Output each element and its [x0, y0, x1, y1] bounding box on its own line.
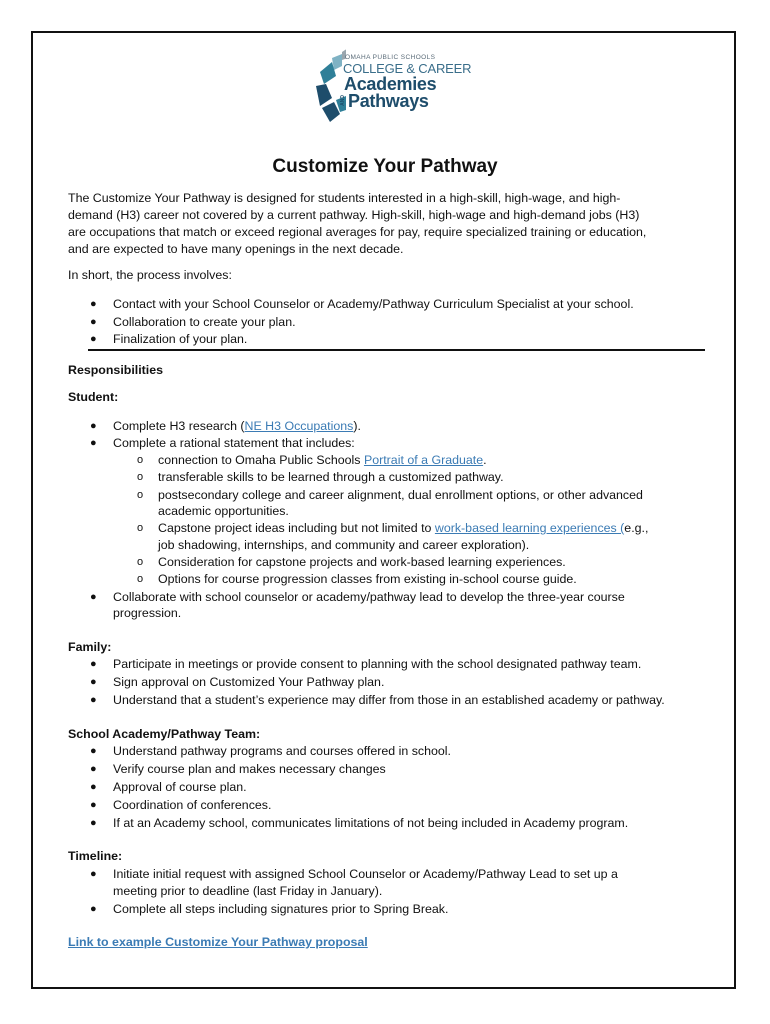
portrait-of-graduate-link[interactable]: Portrait of a Graduate	[363, 453, 484, 467]
sub-bullet-icon: o	[137, 489, 144, 501]
bullet-icon: ●	[90, 868, 97, 880]
team-item: Verify course plan and makes necessary changes	[113, 762, 386, 776]
bullet-icon: ●	[90, 745, 97, 757]
bullet-icon: ●	[90, 676, 97, 688]
ne-h3-occupations-link[interactable]: NE H3 Occupations	[244, 419, 354, 433]
team-item: If at an Academy school, communicates limitations of not being included in Academy program.	[113, 816, 629, 830]
bullet-icon: ●	[90, 420, 97, 432]
logo-line3: Academies	[344, 74, 437, 94]
responsibilities-heading: Responsibilities	[68, 363, 164, 377]
bullet-icon: ●	[90, 591, 97, 603]
school-logo	[312, 44, 472, 122]
student-item-collaborate-cont: progression.	[113, 606, 182, 620]
student-sub-item: connection to Omaha Public Schools Portrait of a Graduate.	[158, 453, 487, 467]
bullet-icon: ●	[90, 658, 97, 670]
logo-line4: Pathways	[348, 91, 429, 111]
sub-bullet-icon: o	[137, 573, 144, 585]
student-item-statement: Complete a rational statement that includes:	[113, 436, 355, 450]
timeline-item: Complete all steps including signatures prior to Spring Break.	[113, 902, 449, 916]
sub-bullet-icon: o	[137, 471, 144, 483]
student-item-research: Complete H3 research (NE H3 Occupations).	[113, 419, 361, 433]
bullet-icon: ●	[90, 316, 97, 328]
sub-bullet-icon: o	[137, 454, 144, 466]
student-sub-item: postsecondary college and career alignment, dual enrollment options, or other advanced	[158, 488, 643, 502]
sub-bullet-icon: o	[137, 556, 144, 568]
example-proposal-link[interactable]: Link to example Customize Your Pathway proposal	[68, 935, 368, 949]
team-item: Understand pathway programs and courses offered in school.	[113, 744, 451, 758]
team-item: Coordination of conferences.	[113, 798, 272, 812]
timeline-item-cont: meeting prior to deadline (last Friday in January).	[113, 884, 383, 898]
intro-line-2: demand (H3) career not covered by a current pathway. High-skill, high-wage and high-demand jobs (H3)	[68, 208, 640, 222]
intro-line-4: and are expected to have many openings in the next decade.	[68, 242, 404, 256]
bullet-icon: ●	[90, 817, 97, 829]
timeline-heading: Timeline:	[68, 849, 123, 863]
team-item: Approval of course plan.	[113, 780, 247, 794]
bullet-icon: ●	[90, 694, 97, 706]
process-item: Contact with your School Counselor or Academy/Pathway Curriculum Specialist at your school.	[113, 297, 634, 311]
bullet-icon: ●	[90, 799, 97, 811]
logo-and: AND	[340, 95, 346, 106]
family-item: Sign approval on Customized Your Pathway plan.	[113, 675, 385, 689]
sub-bullet-icon: o	[137, 522, 144, 534]
logo-fan-icon	[312, 44, 346, 122]
student-sub-item: Consideration for capstone projects and work-based learning experiences.	[158, 555, 566, 569]
process-item: Finalization of your plan.	[113, 332, 248, 346]
logo-line1: OMAHA PUBLIC SCHOOLS	[345, 54, 436, 61]
student-sub-item: Options for course progression classes from existing in-school course guide.	[158, 572, 577, 586]
family-item: Participate in meetings or provide consent to planning with the school designated pathway team.	[113, 657, 642, 671]
student-sub-item-cont: academic opportunities.	[158, 504, 289, 518]
intro-line-3: are occupations that match or exceed regional averages for pay, require specialized training or education,	[68, 225, 647, 239]
intro-line-1: The Customize Your Pathway is designed for students interested in a high-skill, high-wage, and high-	[68, 191, 621, 205]
process-lead: In short, the process involves:	[68, 268, 232, 282]
student-heading: Student:	[68, 390, 119, 404]
page-title: Customize Your Pathway	[272, 156, 498, 177]
section-divider	[88, 349, 705, 351]
bullet-icon: ●	[90, 781, 97, 793]
student-sub-item-cont: job shadowing, internships, and community and career exploration).	[158, 538, 530, 552]
bullet-icon: ●	[90, 763, 97, 775]
bullet-icon: ●	[90, 437, 97, 449]
family-item: Understand that a student’s experience may differ from those in an established academy or pathway.	[113, 693, 665, 707]
team-heading: School Academy/Pathway Team:	[68, 727, 261, 741]
bullet-icon: ●	[90, 903, 97, 915]
work-based-learning-link[interactable]: work-based learning experiences (	[434, 521, 625, 535]
bullet-icon: ●	[90, 298, 97, 310]
student-item-collaborate: Collaborate with school counselor or academy/pathway lead to develop the three-year course	[113, 590, 625, 604]
process-item: Collaboration to create your plan.	[113, 315, 296, 329]
logo-line2: COLLEGE & CAREER	[343, 61, 472, 76]
student-sub-item: Capstone project ideas including but not limited to work-based learning experiences (e.g.,	[158, 521, 649, 535]
timeline-item: Initiate initial request with assigned School Counselor or Academy/Pathway Lead to set up a	[113, 867, 618, 881]
bullet-icon: ●	[90, 333, 97, 345]
student-sub-item: transferable skills to be learned through a customized pathway.	[158, 470, 504, 484]
family-heading: Family:	[68, 640, 112, 654]
